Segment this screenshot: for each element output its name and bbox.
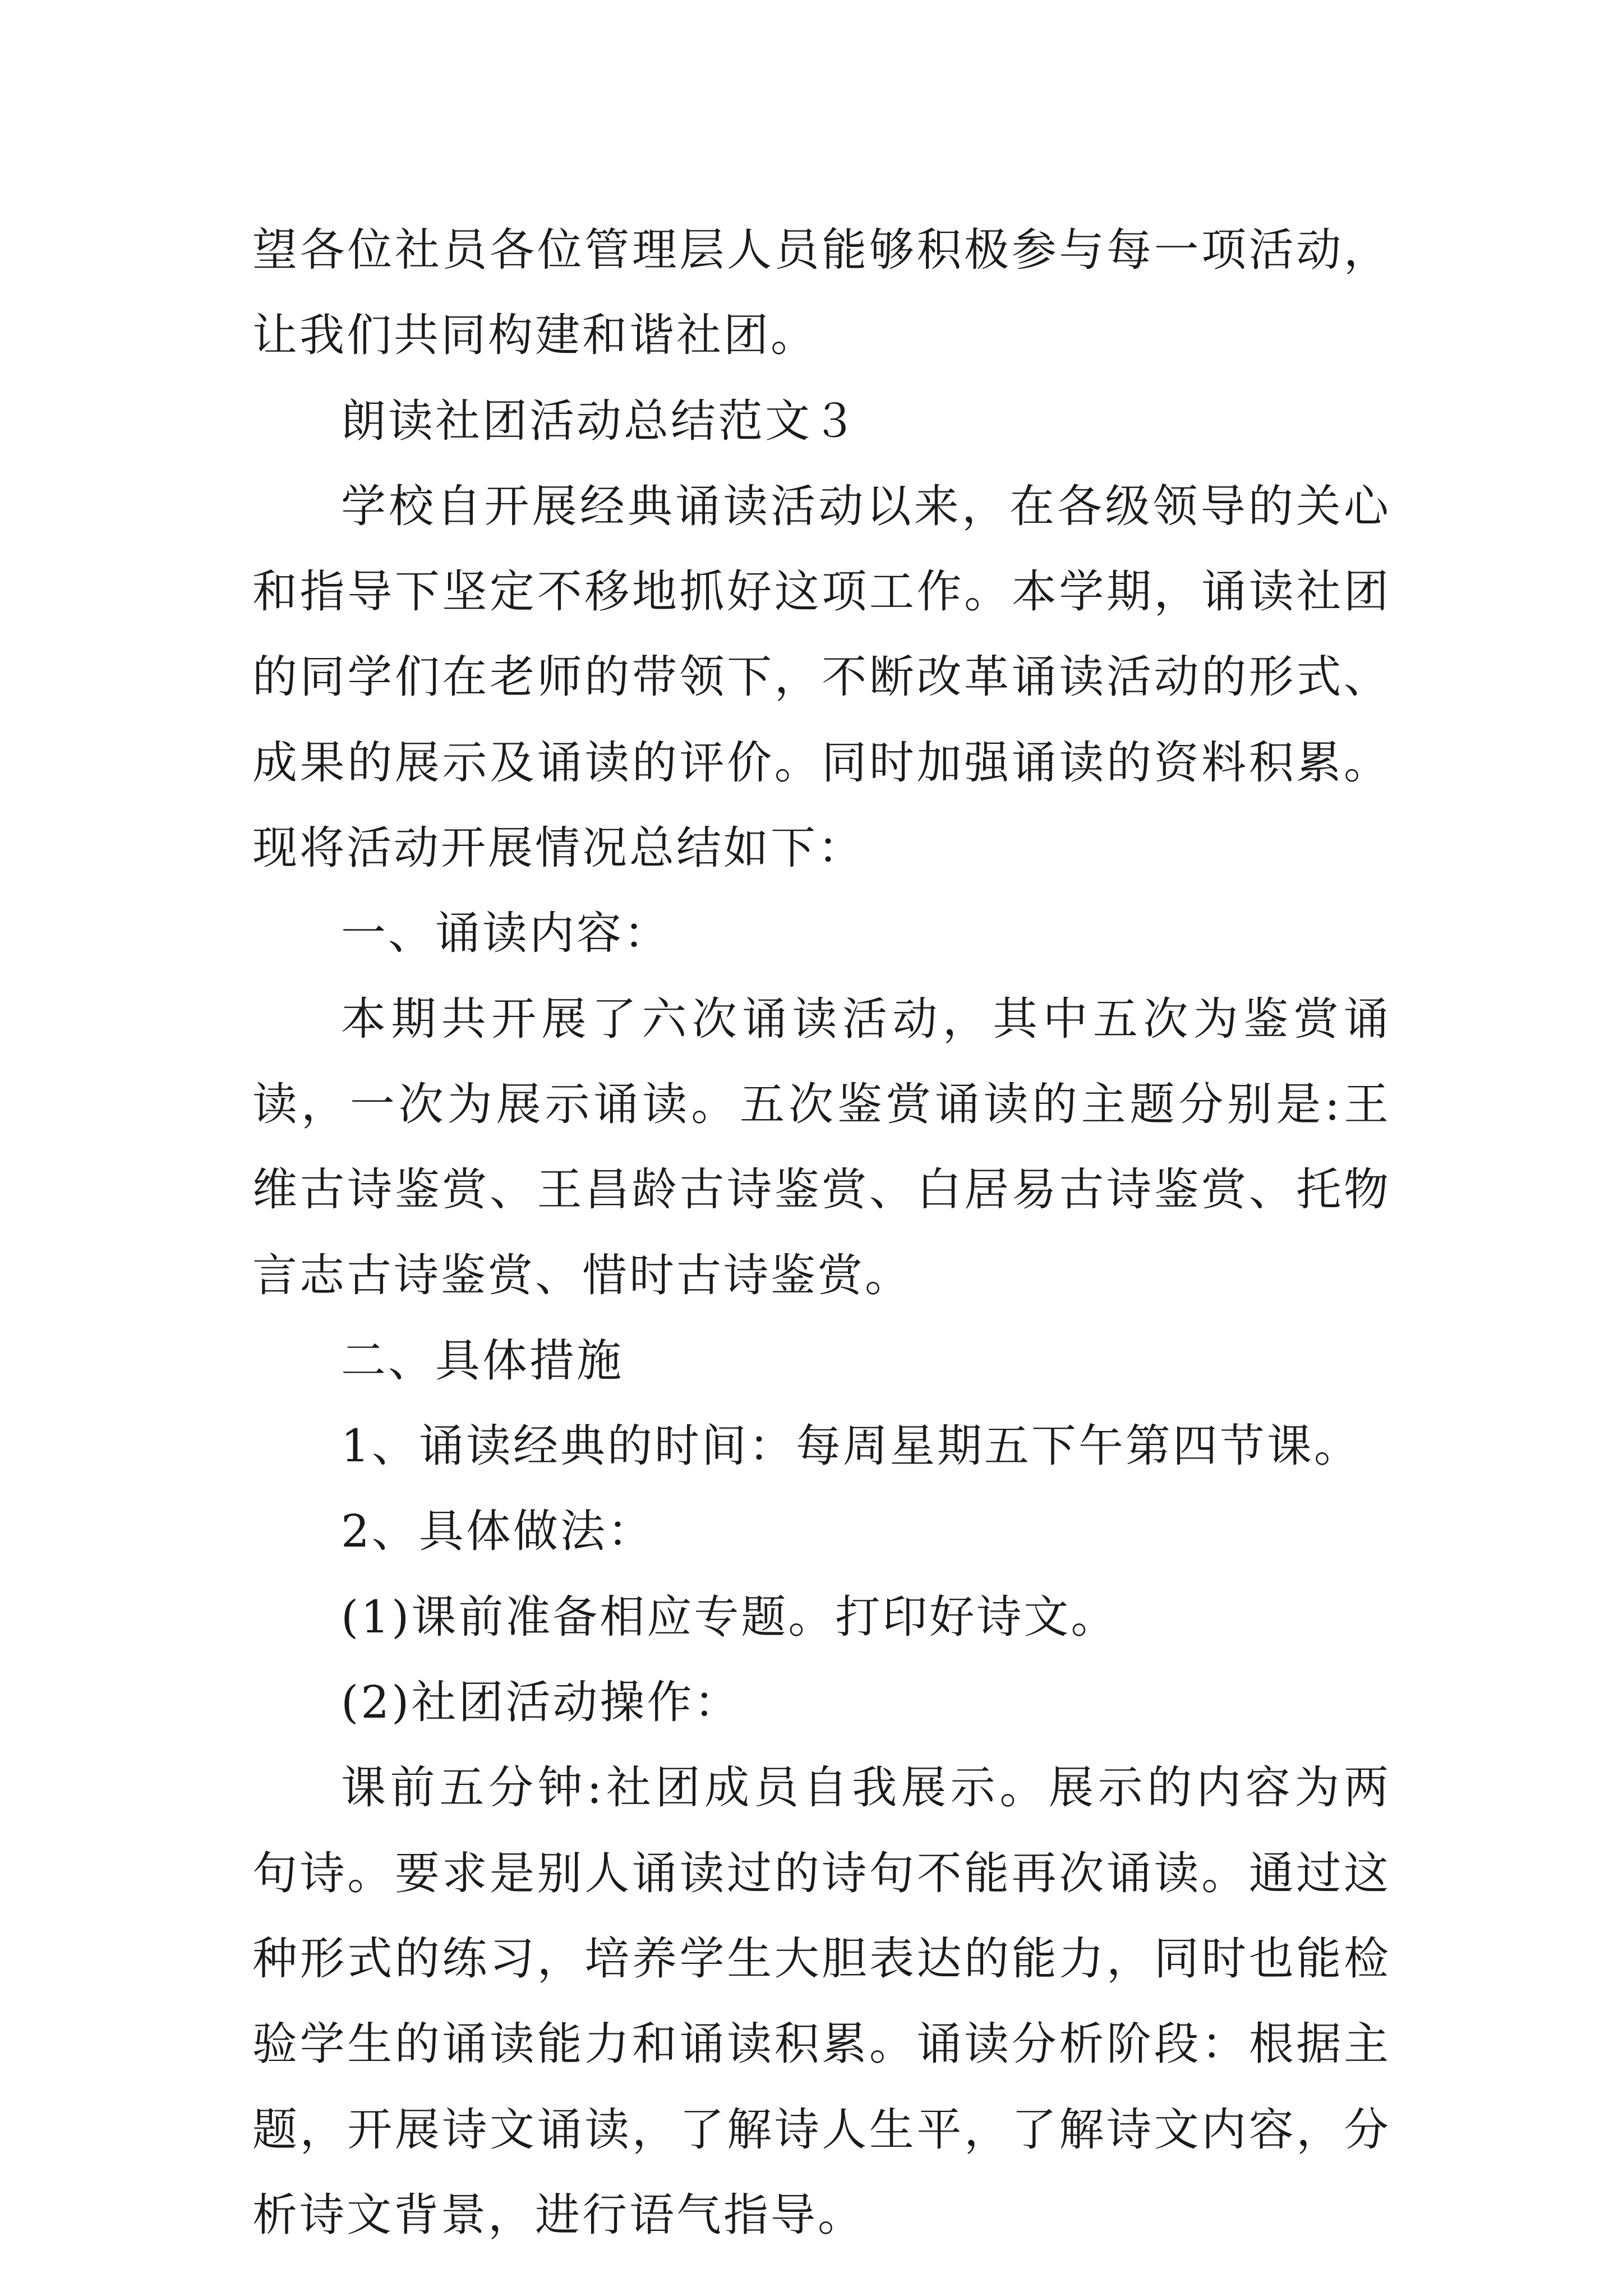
paragraph-operation: (2)社团活动操作： — [341, 1676, 741, 1729]
heading-measures: 二、具体措施 — [341, 1334, 624, 1387]
section-title: 朗读社团活动总结范文３ — [341, 394, 859, 447]
paragraph-reading-content: 本期共开展了六次诵读活动，其中五次为鉴赏诵读，一次为展示诵读。五次鉴赏诵读的主题分别是:王维古诗鉴赏、王昌龄古诗鉴赏、白居易古诗鉴赏、托物言志古诗鉴赏、惜时古诗鉴赏。 — [252, 992, 1391, 1301]
heading-reading-content: 一、诵读内容： — [341, 907, 671, 960]
document-body — [252, 208, 1391, 2258]
paragraph-continuation: 望各位社员各位管理层人员能够积极参与每一项活动，让我们共同构建和谐社团。 — [252, 224, 1391, 362]
paragraph-method: 2、具体做法： — [341, 1505, 654, 1558]
paragraph-time: 1、诵读经典的时间：每周星期五下午第四节课。 — [341, 1420, 1361, 1473]
paragraph-intro: 学校自开展经典诵读活动以来，在各级领导的关心和指导下坚定不移地抓好这项工作。本学期，诵读社团的同学们在老师的带领下，不断改革诵读活动的形式、成果的展示及诵读的评价。同时加强诵读的资料积累。现将活动开展情况总结如下： — [252, 480, 1391, 875]
paragraph-procedure: 课前五分钟:社团成员自我展示。展示的内容为两句诗。要求是别人诵读过的诗句不能再次诵读。通过这种形式的练习，培养学生大胆表达的能力，同时也能检验学生的诵读能力和诵读积累。诵读分析阶段：根据主题，开展诗文诵读，了解诗人生平，了解诗文内容，分析诗文背景，进行语气指导。 — [252, 1761, 1391, 2241]
paragraph-prepare: (1)课前准备相应专题。打印好诗文。 — [341, 1590, 1118, 1643]
